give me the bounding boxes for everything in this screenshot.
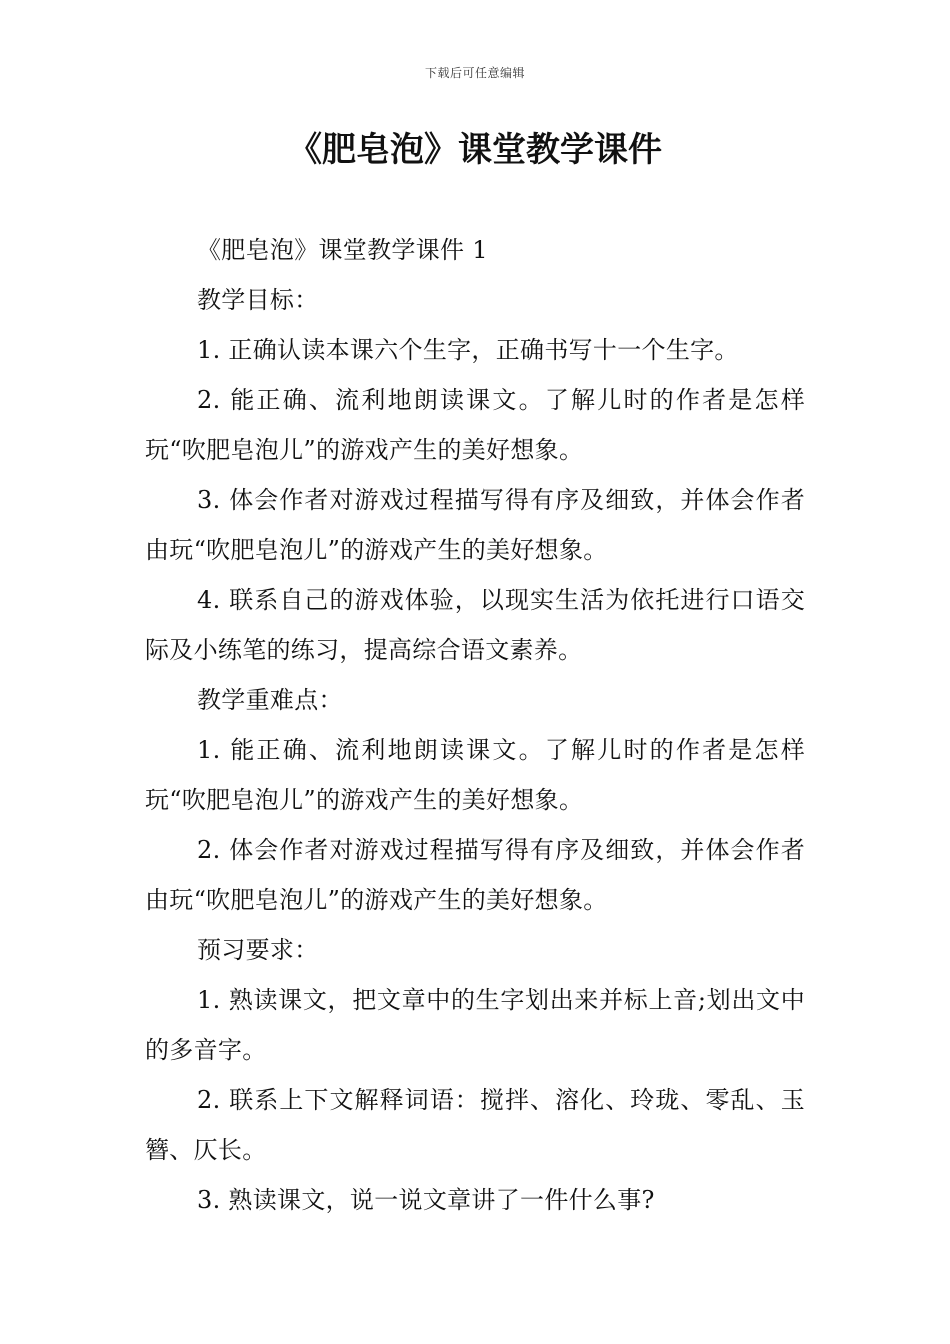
header-note: 下载后可任意编辑 xyxy=(424,66,525,80)
document-title: 《肥皂泡》课堂教学课件 xyxy=(288,130,662,170)
document-body xyxy=(145,225,805,1225)
goal-item-1: 1. 正确认读本课六个生字，正确书写十一个生字。 xyxy=(197,336,739,364)
goal-item-2: 2. 能正确、流利地朗读课文。了解儿时的作者是怎样玩“吹肥皂泡儿”的游戏产生的美好想象。 xyxy=(145,386,805,464)
key-point-item-2: 2. 体会作者对游戏过程描写得有序及细致，并体会作者由玩“吹肥皂泡儿”的游戏产生的美好想象。 xyxy=(145,836,805,914)
key-point-item-1: 1. 能正确、流利地朗读课文。了解儿时的作者是怎样玩“吹肥皂泡儿”的游戏产生的美好想象。 xyxy=(145,736,805,814)
section-heading-key-points: 教学重难点： xyxy=(197,686,343,714)
goal-item-4: 4. 联系自己的游戏体验，以现实生活为依托进行口语交际及小练笔的练习，提高综合语文素养。 xyxy=(145,586,805,664)
section-heading-teaching-goals: 教学目标： xyxy=(197,286,319,314)
preview-item-3: 3. 熟读课文，说一说文章讲了一件什么事? xyxy=(197,1186,655,1214)
section-heading-preview-requirements: 预习要求： xyxy=(197,936,319,964)
preview-item-1: 1. 熟读课文，把文章中的生字划出来并标上音;划出文中的多音字。 xyxy=(145,986,805,1064)
section-heading-courseware-1: 《肥皂泡》课堂教学课件 1 xyxy=(197,236,488,264)
preview-item-2: 2. 联系上下文解释词语：搅拌、溶化、玲珑、零乱、玉簪、仄长。 xyxy=(145,1086,805,1164)
goal-item-3: 3. 体会作者对游戏过程描写得有序及细致，并体会作者由玩“吹肥皂泡儿”的游戏产生的美好想象。 xyxy=(145,486,805,564)
